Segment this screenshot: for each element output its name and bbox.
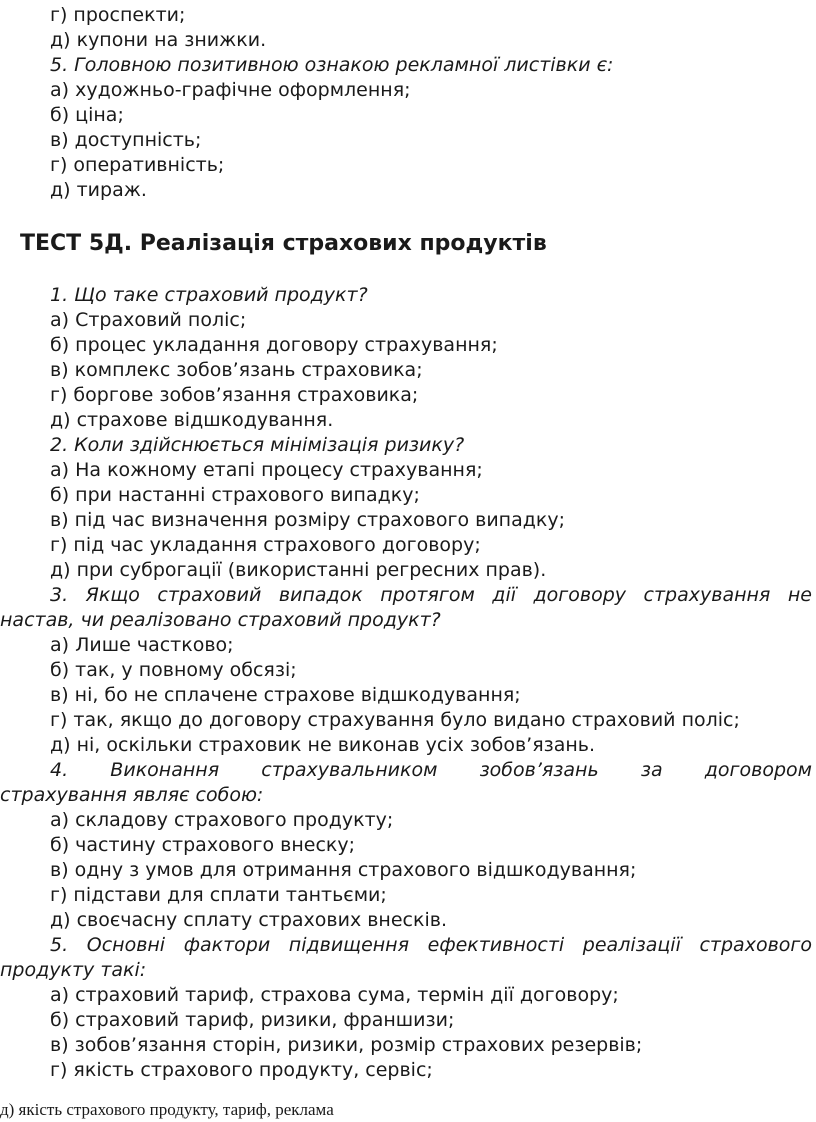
prev-question-option-d: д) купони на знижки. xyxy=(50,29,267,51)
question-5-line-2: продукту такі: xyxy=(0,959,147,981)
question-3-option-d: д) ні, оскільки страховик не виконав усіх зобов’язань. xyxy=(50,734,596,756)
prev-question-5-option-d: д) тираж. xyxy=(50,179,147,201)
question-3-option-b: б) так, у повному обсязі; xyxy=(50,659,297,681)
question-1-option-d: д) страхове відшкодування. xyxy=(50,409,334,431)
question-5-option-g: г) якість страхового продукту, сервіс; xyxy=(50,1059,433,1081)
question-1-option-g: г) боргове зобов’язання страховика; xyxy=(50,384,419,406)
question-5-line-1: 5. Основні фактори підвищення ефективності реалізації страхового xyxy=(50,934,812,956)
question-4-option-d: д) своєчасну сплату страхових внесків. xyxy=(50,909,447,931)
prev-question-5: 5. Головною позитивною ознакою рекламної листівки є: xyxy=(50,54,614,76)
question-2-option-g: г) під час укладання страхового договору; xyxy=(50,534,481,556)
question-3-option-a: а) Лише частково; xyxy=(50,634,234,656)
question-4-option-g: г) підстави для сплати тантьєми; xyxy=(50,884,387,906)
question-1-option-v: в) комплекс зобов’язань страховика; xyxy=(50,359,423,381)
question-4-option-v: в) одну з умов для отримання страхового відшкодування; xyxy=(50,859,637,881)
test-heading: ТЕСТ 5Д. Реалізація страхових продуктів xyxy=(20,231,547,256)
question-4-option-a: а) складову страхового продукту; xyxy=(50,809,394,831)
question-4-line-1: 4. Виконання страхувальником зобов’язань за договором xyxy=(50,759,812,781)
question-5-option-a: а) страховий тариф, страхова сума, термін дії договору; xyxy=(50,984,619,1006)
question-2-option-d: д) при суброгації (використанні регресних прав). xyxy=(50,559,547,581)
question-1-option-a: а) Страховий поліс; xyxy=(50,309,247,331)
question-5-option-d: д) якість страхового продукту, тариф, реклама xyxy=(0,1100,334,1119)
question-3-option-g: г) так, якщо до договору страхування було видано страховий поліс; xyxy=(50,709,740,731)
question-3-option-v: в) ні, бо не сплачене страхове відшкодування; xyxy=(50,684,521,706)
question-4-option-b: б) частину страхового внеску; xyxy=(50,834,356,856)
question-2-option-b: б) при настанні страхового випадку; xyxy=(50,484,420,506)
question-1-option-b: б) процес укладання договору страхування; xyxy=(50,334,498,356)
prev-question-option-g: г) проспекти; xyxy=(50,4,186,26)
question-4-line-2: страхування являє собою: xyxy=(0,784,264,806)
question-1: 1. Що таке страховий продукт? xyxy=(50,284,368,306)
question-5-option-b: б) страховий тариф, ризики, франшизи; xyxy=(50,1009,455,1031)
question-5-option-v: в) зобов’язання сторін, ризики, розмір страхових резервів; xyxy=(50,1034,643,1056)
prev-question-5-option-v: в) доступність; xyxy=(50,129,202,151)
question-2: 2. Коли здійснюється мінімізація ризику? xyxy=(50,434,465,456)
prev-question-5-option-g: г) оперативність; xyxy=(50,154,225,176)
question-3-line-2: настав, чи реалізовано страховий продукт? xyxy=(0,609,441,631)
prev-question-5-option-a: а) художньо-графічне оформлення; xyxy=(50,79,411,101)
question-3-line-1: 3. Якщо страховий випадок протягом дії договору страхування не xyxy=(50,584,812,606)
prev-question-5-option-b: б) ціна; xyxy=(50,104,124,126)
question-2-option-v: в) під час визначення розміру страхового випадку; xyxy=(50,509,565,531)
question-2-option-a: а) На кожному етапі процесу страхування; xyxy=(50,459,483,481)
